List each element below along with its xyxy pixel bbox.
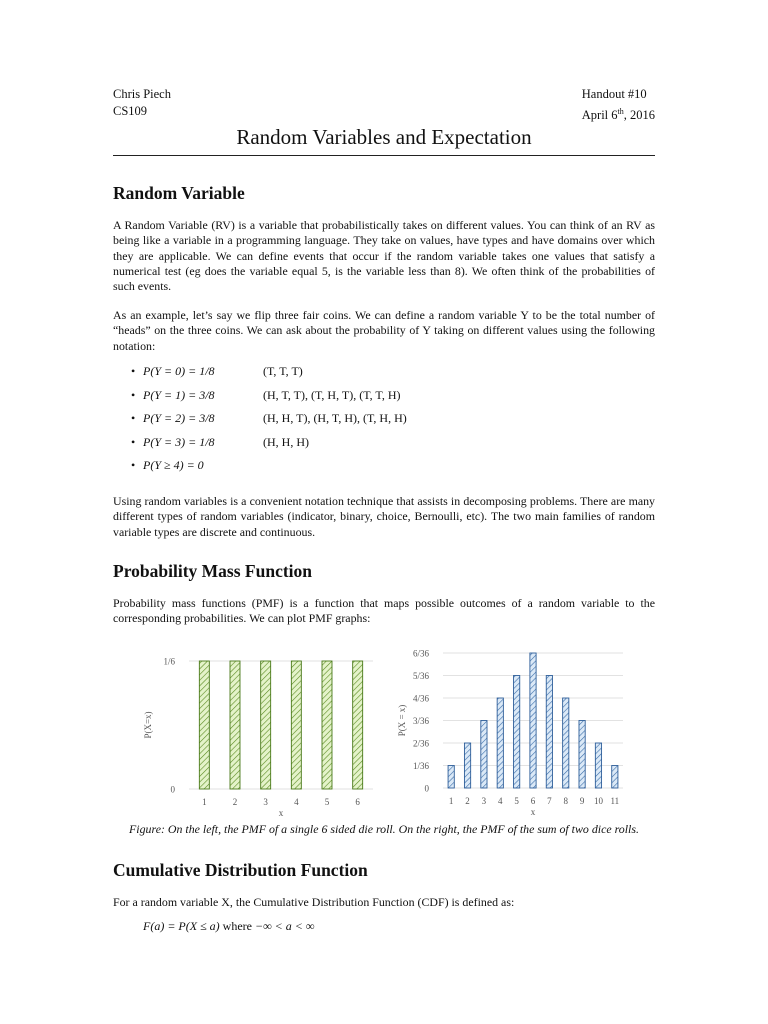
x-axis-label: x	[278, 808, 284, 818]
page-title: Random Variables and Expectation	[236, 125, 532, 149]
x-tick-label: 2	[232, 797, 238, 807]
die-pmf-chart	[143, 657, 373, 819]
bar	[291, 661, 301, 789]
bar	[464, 743, 470, 788]
y-tick-label: 1/36	[412, 761, 429, 771]
x-tick-label: 5	[514, 796, 519, 806]
rv-paragraph-3: Using random variables is a convenient notation technique that assists in decomposing problems. There are many different types of random variables (indicator, binary, choice, Bernoulli, etc). The two main families of random variable types are discrete and continuous.	[113, 494, 655, 539]
y-tick-label: 6/36	[412, 648, 429, 659]
y-tick-label: 2/36	[412, 738, 429, 749]
y-tick-label: 5/36	[412, 671, 429, 681]
bar	[448, 766, 454, 789]
x-tick-label: 3	[481, 796, 487, 806]
bar	[199, 661, 209, 789]
bar	[563, 698, 569, 788]
y-tick-label: 4/36	[412, 693, 429, 704]
bar	[230, 661, 240, 789]
figure-caption: Figure: On the left, the PMF of a single 6 sided die roll. On the right, the PMF of the sum of two dice rolls.	[129, 822, 639, 836]
x-tick-label: 6	[355, 797, 360, 807]
cdf-paragraph: For a random variable X, the Cumulative Distribution Function (CDF) is defined as:	[113, 895, 515, 909]
x-tick-label: 1	[202, 797, 207, 807]
rv-paragraph-2: As an example, let’s say we flip three fair coins. We can define a random variable Y to be the total number of “heads” on the three coins. We can ask about the probability of Y taking on different values using the following notation:	[113, 308, 655, 353]
rv-paragraph-1: A Random Variable (RV) is a variable that probabilistically takes on different values. You can think of an RV as being like a variable in a programming language. They take on values, have types and have domains over which they are applicable. We can define events that occur if the random variable takes one values that satisfy a numerical test (eg does the variable equal 5, is the variable less than 8). We often think of the probabilities of such events.	[113, 218, 655, 294]
course: CS109	[113, 104, 148, 118]
date: April 6th, 2016	[581, 107, 655, 123]
bar	[261, 661, 271, 789]
heading-random-variable: Random Variable	[113, 183, 245, 203]
y-tick-label: 0	[424, 783, 429, 794]
pmf-paragraph: Probability mass functions (PMF) is a function that maps possible outcomes of a random variable to the corresponding probabilities. We can plot PMF graphs:	[113, 596, 655, 626]
x-tick-label: 7	[547, 796, 552, 806]
y-tick-label: 3/36	[412, 716, 429, 726]
bar	[514, 676, 520, 789]
x-axis-label: x	[530, 807, 536, 817]
heading-pmf: Probability Mass Function	[113, 561, 313, 581]
bar	[530, 653, 536, 788]
bar	[595, 743, 601, 788]
bar	[612, 766, 618, 789]
pmf-charts	[113, 642, 655, 822]
bar	[481, 721, 487, 789]
x-tick-label: 3	[263, 797, 268, 807]
x-tick-label: 2	[465, 796, 470, 806]
x-tick-label: 1	[448, 796, 454, 806]
y-tick-label: 0	[170, 784, 175, 795]
handout-page: Chris Piech CS109 Handout #10 April 6th, 2016 Random Variables and Expectation Random Variable A Random Variable (RV) is a variable that probabilistically takes on different values. You can think of an RV as being like a variable in a programming language. They take on values, have types and have domains over which they are applicable. We can define events that occur if the random variable takes one values that satisfy a numerical test (eg does the variable equal 5, is the variable less than 8). We often think of the probabilities of such events. As an example, let’s say we flip three fair coins. We can define a random variable Y to be the total number of “heads” on the three coins. We can ask about the probability of Y taking on different values using the following notation: • P(Y = 0) = 1/8 (T, T, T) • P(Y = 1) = 3/8 (H, T, T), (T, H, T), (T, T, H) • P(Y = 2) = 3/8 (H, H, T), (H, T, H), (T, H, H) • P(Y = 3) = 1/8 (H, H, H) • P(Y ≥ 4) = 0 Using random variables is a convenient notation technique that assists in decomposing problems. There are many different types of random variables (indicator, binary, choice, Bernoulli, etc). The two main families of random variable types are discrete and continuous. Probability Mass Function Probability mass functions (PMF) is a function that maps possible outcomes of a random variable to the corresponding probabilities. We can plot PMF graphs: 0 1/6 1 2 3 4 5 6 x P(X=x) 0 1/36 2/36 3/36 4/36 5/36 6/36 1 2 3 4 5 6 7 8 9 10 11 x P(X = x) Figure: On the left, the PMF of a single 6 sided die roll. On the right, the PMF of the sum of two dice rolls. Cumulative Distribution Function For a random variable X, the Cumulative Distribution Function (CDF) is defined as: F(a) = P(X ≤ a) where −∞ < a < ∞	[113, 87, 655, 933]
x-tick-label: 11	[610, 796, 620, 806]
x-tick-label: 8	[563, 796, 568, 806]
bar	[497, 698, 503, 788]
x-tick-label: 4	[294, 797, 299, 807]
heading-cdf: Cumulative Distribution Function	[113, 860, 368, 880]
y-axis-label: P(X=x)	[143, 711, 153, 739]
x-tick-label: 9	[579, 796, 585, 806]
x-tick-label: 10	[593, 796, 603, 806]
dice-sum-pmf-chart	[397, 649, 623, 818]
title-divider	[113, 155, 655, 156]
y-tick-label: 1/6	[163, 656, 175, 667]
bar	[322, 661, 332, 789]
handout-number: Handout #10	[581, 87, 647, 101]
bar	[579, 721, 585, 789]
bar	[353, 661, 363, 789]
cdf-definition: F(a) = P(X ≤ a) where −∞ < a < ∞	[143, 919, 315, 933]
bar	[546, 676, 552, 789]
x-tick-label: 4	[498, 796, 503, 806]
x-tick-label: 5	[324, 797, 330, 807]
x-tick-label: 6	[530, 796, 536, 806]
author: Chris Piech	[113, 87, 171, 101]
y-axis-label: P(X = x)	[397, 704, 407, 737]
